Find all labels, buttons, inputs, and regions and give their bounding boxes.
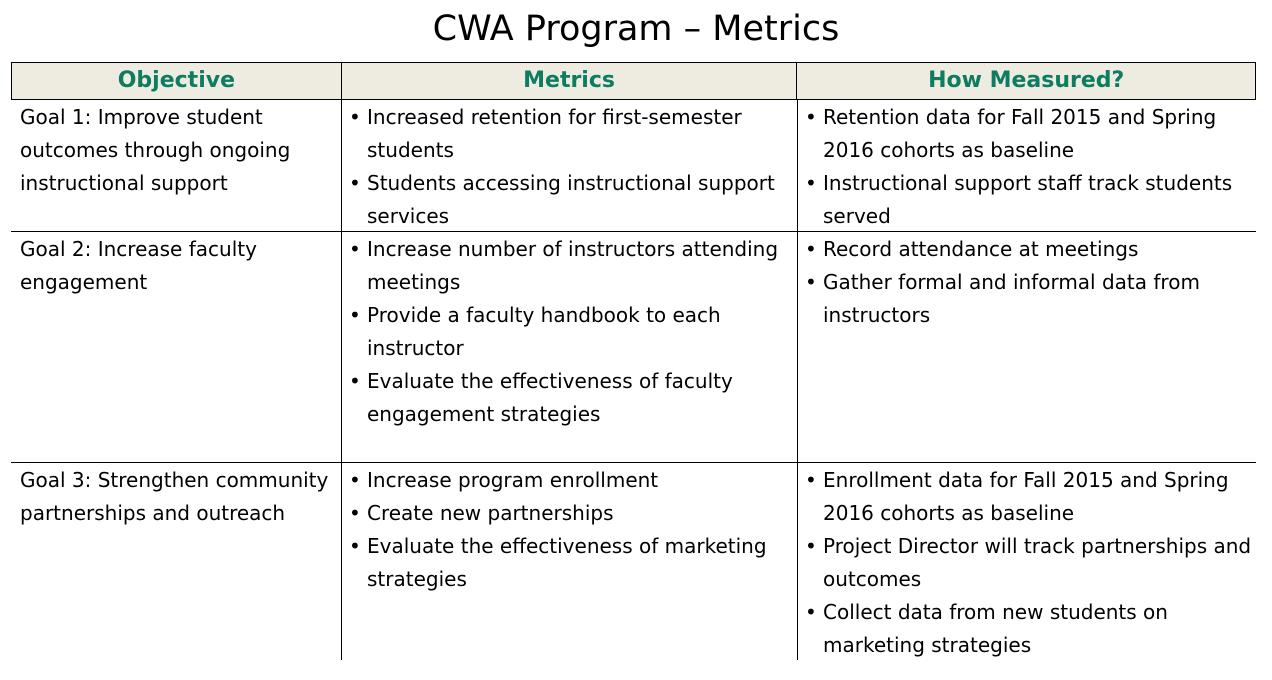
objective-text: Goal 2: Increase faculty engagement	[20, 237, 257, 294]
list-item: • Evaluate the effectiveness of marketing strategies	[349, 530, 797, 596]
metrics-list	[349, 233, 797, 431]
objective-cell	[11, 463, 342, 660]
table-row	[11, 232, 1256, 463]
objective-cell	[11, 100, 342, 231]
metrics-cell	[342, 232, 798, 462]
list-item: • Record attendance at meetings	[805, 233, 1256, 266]
table-row	[11, 463, 1256, 660]
metrics-cell	[342, 463, 798, 660]
table-row	[11, 100, 1256, 232]
metrics-list	[349, 101, 797, 233]
list-item: • Evaluate the effectiveness of faculty engagement strategies	[349, 365, 797, 431]
table-header-row	[11, 62, 1256, 100]
list-item: • Collect data from new students on marketing strategies	[805, 596, 1256, 662]
list-item: • Students accessing instructional support services	[349, 167, 797, 233]
list-item: • Create new partnerships	[349, 497, 797, 530]
list-item: • Increased retention for first-semester students	[349, 101, 797, 167]
page-title: CWA Program – Metrics	[432, 9, 840, 49]
measured-cell	[798, 232, 1256, 462]
objective-text: Goal 1: Improve student outcomes through ongoing instructional support	[20, 105, 291, 195]
list-item: • Increase number of instructors attending meetings	[349, 233, 797, 299]
measured-list	[805, 233, 1256, 332]
metrics-list	[349, 464, 797, 596]
objective-cell	[11, 232, 342, 462]
metrics-cell	[342, 100, 798, 231]
objective-text: Goal 3: Strengthen community partnerships and outreach	[20, 468, 329, 525]
list-item: • Instructional support staff track students served	[805, 167, 1256, 233]
header-how-measured: How Measured?	[928, 68, 1125, 93]
metrics-table	[11, 62, 1256, 660]
measured-cell	[798, 100, 1256, 231]
header-objective: Objective	[12, 63, 342, 99]
measured-list	[805, 101, 1256, 233]
measured-list	[805, 464, 1256, 662]
list-item: • Provide a faculty handbook to each instructor	[349, 299, 797, 365]
list-item: • Gather formal and informal data from instructors	[805, 266, 1256, 332]
list-item: • Increase program enrollment	[349, 464, 797, 497]
measured-cell	[798, 463, 1256, 660]
header-metrics: Metrics	[342, 63, 798, 99]
list-item: • Retention data for Fall 2015 and Spring 2016 cohorts as baseline	[805, 101, 1256, 167]
list-item: • Enrollment data for Fall 2015 and Spring 2016 cohorts as baseline	[805, 464, 1256, 530]
list-item: • Project Director will track partnerships and outcomes	[805, 530, 1256, 596]
